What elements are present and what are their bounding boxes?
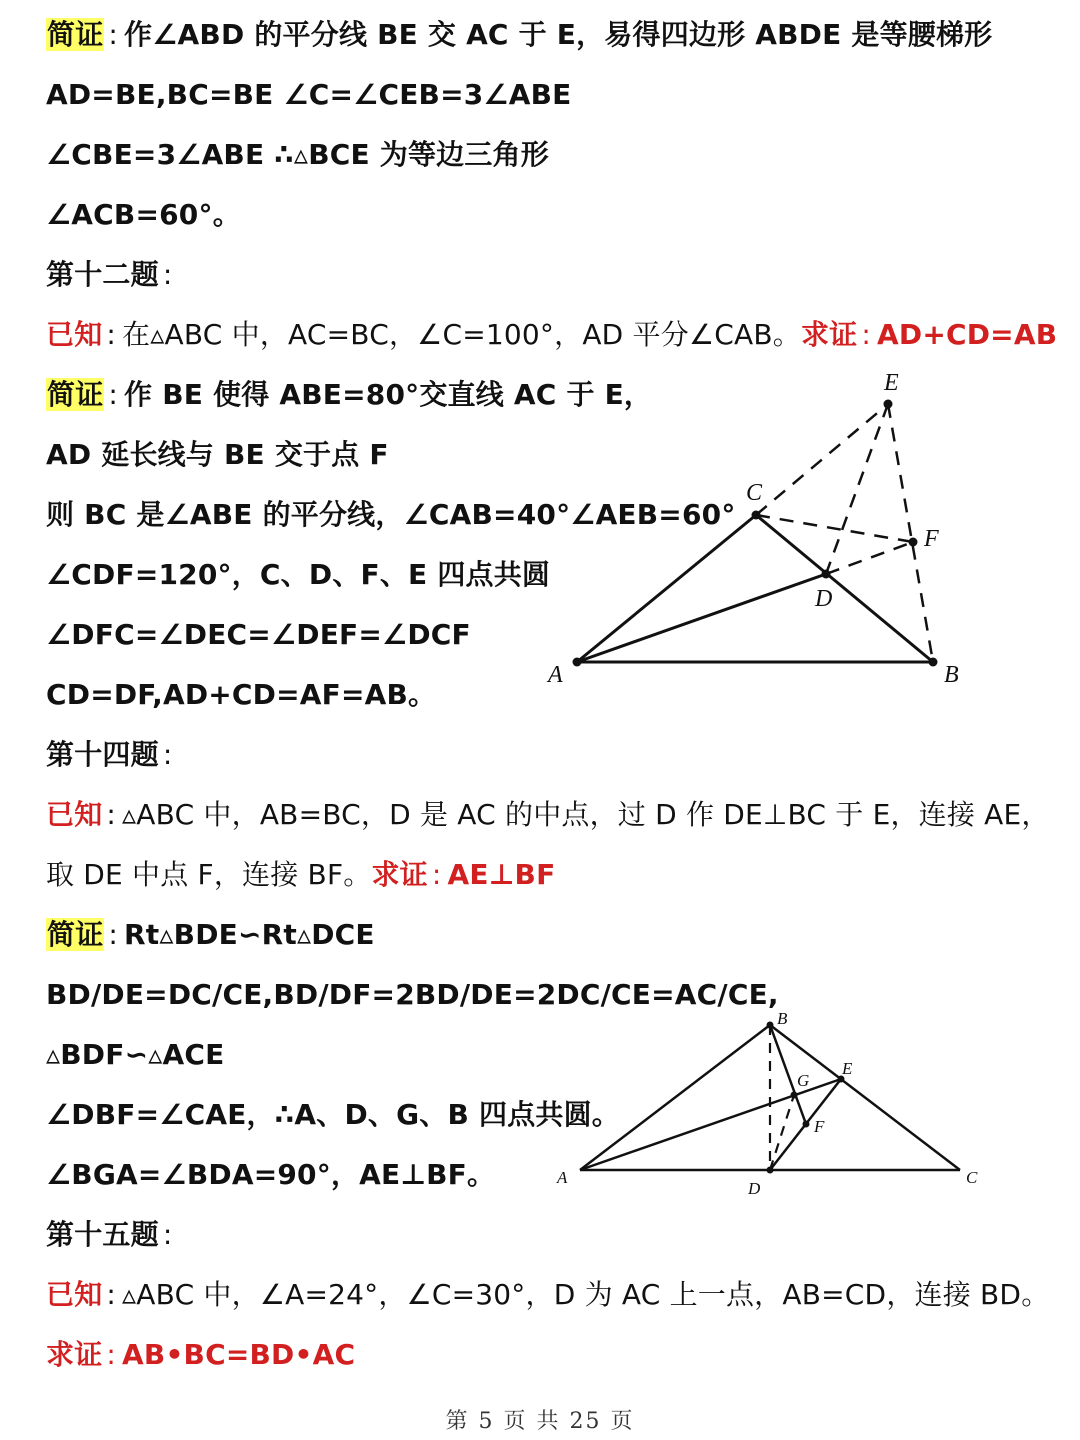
sec14-given-line-1: 已知 : ▵ABC 中，AB=BC，D 是 AC 的中点，过 D 作 DE⊥BC 于 E，连接 AE， [46,798,1050,831]
sec14-given-line-2: 取 DE 中点 F，连接 BF。求证 : AE⊥BF [46,858,556,891]
point-G [791,1092,798,1099]
sec12-proof-line-1: 简证 : 作 BE 使得 ABE=80°交直线 AC 于 E， [47,378,653,411]
sec14-geometry-figure [550,1005,990,1205]
sec15-given: 已知 : ▵ABC 中，∠A=24°，∠C=30°，D 为 AC 上一点，AB=CD，连接 BD。 [46,1278,1050,1311]
sec11-proof-line-1: 简证 : 作∠ABD 的平分线 BE 交 AC 于 E，易得四边形 ABDE 是等腰梯形 [47,18,993,51]
point-A [573,658,582,667]
label-A: A [548,662,563,688]
segment-CF-dashed [756,515,913,542]
sec14-proof-line-3: ▵BDF∽▵ACE [46,1038,225,1071]
sec11-proof-line-2: AD=BE,BC=BE ∠C=∠CEB=3∠ABE [46,78,572,111]
sec14-title: 第十四题 : [46,738,173,771]
label-E: E [842,1059,853,1078]
prove-statement: AB•BC=BD•AC [122,1338,356,1371]
given-label: 已知 [46,798,103,831]
sec12-proof-line-2: AD 延长线与 BE 交于点 F [46,438,389,471]
prove-label: 求证 [371,858,428,891]
segment-AD [577,574,826,662]
label-F: F [814,1117,825,1136]
given-label: 已知 [46,318,103,351]
segment-AC [577,515,756,662]
point-D [767,1167,774,1174]
prove-statement: AE⊥BF [447,858,556,891]
point-F [803,1121,810,1128]
sec12-proof-line-3: 则 BC 是∠ABE 的平分线，∠CAB=40°∠AEB=60° [46,498,736,531]
label-G: G [797,1071,810,1090]
proof-label: 简证 [47,18,104,51]
label-A: A [557,1168,568,1187]
point-F [909,538,918,547]
sec14-proof-line-5: ∠BGA=∠BDA=90°，AE⊥BF。 [46,1158,496,1191]
sec12-proof-line-6: CD=DF,AD+CD=AF=AB。 [46,678,437,711]
segment-AE [580,1079,841,1170]
point-D [822,570,831,579]
label-C: C [966,1168,978,1187]
label-D: D [748,1179,761,1198]
segment-BC [770,1025,960,1170]
sec14-proof-line-2: BD/DE=DC/CE,BD/DF=2BD/DE=2DC/CE=AC/CE, [46,978,779,1011]
segment-DG-dashed [770,1095,794,1170]
sec12-title: 第十二题 : [46,258,173,291]
point-B [929,658,938,667]
segment-AB [580,1025,770,1170]
prove-label: 求证 [800,318,858,351]
page-footer: 第 5 页 共 25 页 [445,1409,635,1434]
point-E [884,400,893,409]
sec14-proof-line-1: 简证 : Rt▵BDE∽Rt▵DCE [47,918,375,951]
sec14-proof-line-4: ∠DBF=∠CAE，∴A、D、G、B 四点共圆。 [46,1098,620,1131]
point-B [767,1022,774,1029]
prove-label: 求证 [46,1338,103,1371]
label-C: C [746,480,763,506]
label-F: F [924,526,939,552]
sec15-title: 第十五题 : [46,1218,173,1251]
sec12-given: 已知 : 在▵ABC 中，AC=BC，∠C=100°，AD 平分∠CAB。求证 : AD+CD=AB [46,318,1058,351]
sec12-proof-line-5: ∠DFC=∠DEC=∠DEF=∠DCF [46,618,471,651]
point-C [752,511,761,520]
label-B: B [777,1009,788,1028]
segment-DF-dashed [826,542,913,574]
proof-label: 简证 [47,918,104,951]
given-label: 已知 [46,1278,103,1311]
sec11-proof-line-3: ∠CBE=3∠ABE ∴▵BCE 为等边三角形 [46,138,549,171]
label-E: E [884,370,899,396]
sec12-proof-line-4: ∠CDF=120°，C、D、F、E 四点共圆 [46,558,551,591]
proof-label: 简证 [47,378,104,411]
sec12-geometry-figure [540,365,980,695]
prove-statement: AD+CD=AB [877,318,1058,351]
label-B: B [944,662,959,688]
label-D: D [815,586,833,612]
sec15-prove: 求证 : AB•BC=BD•AC [46,1338,356,1371]
sec11-proof-line-4: ∠ACB=60°。 [46,198,241,231]
